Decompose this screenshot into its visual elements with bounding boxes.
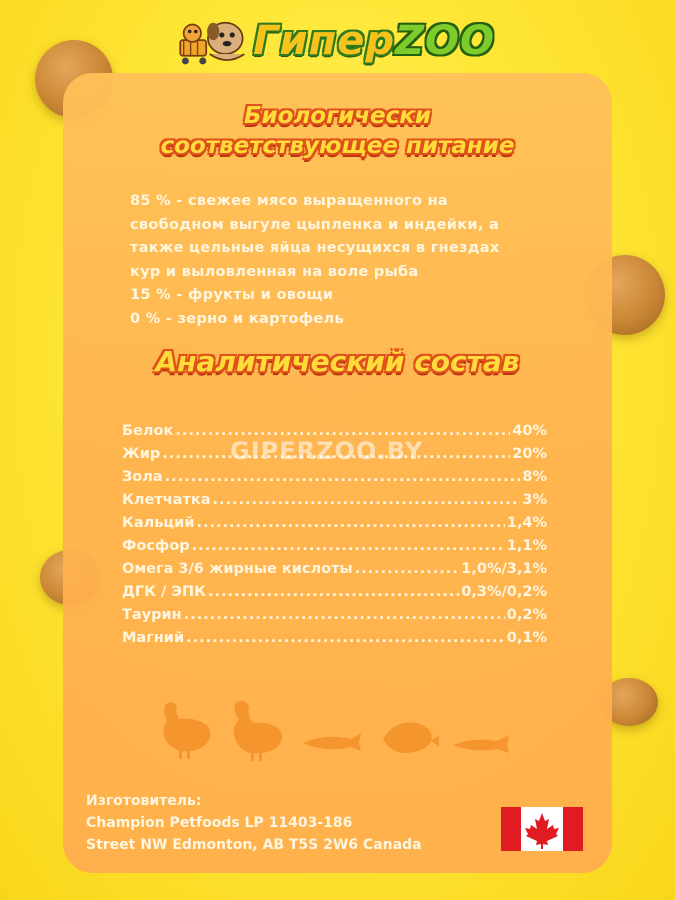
composition-value: 3%	[522, 492, 547, 508]
composition-row	[122, 462, 547, 485]
leader-dots	[208, 584, 459, 600]
leader-dots	[197, 515, 505, 531]
composition-name: Кальций	[122, 515, 195, 531]
composition-name: Жир	[122, 446, 161, 462]
leader-dots	[355, 561, 460, 577]
intro-line: также цельные яйца несущихся в гнездах	[130, 240, 500, 256]
composition-value: 20%	[512, 446, 547, 462]
composition-value: 0,3%/0,2%	[461, 584, 547, 600]
composition-value: 40%	[512, 423, 547, 439]
composition-value: 1,0%/3,1%	[461, 561, 547, 577]
canada-flag-icon	[501, 807, 583, 851]
intro-line: кур и выловленная на воле рыба	[130, 263, 419, 280]
composition-row	[122, 623, 547, 646]
hen-icon	[234, 701, 283, 761]
composition-row	[122, 531, 547, 554]
heading-biological-line1: Биологически	[244, 103, 431, 129]
intro-line: 0 % - зерно и картофель	[130, 310, 344, 327]
intro-line: свободном выгуле цыпленка и индейки, а	[130, 216, 500, 233]
composition-row	[122, 485, 547, 508]
composition-row	[122, 600, 547, 623]
manufacturer-line: Street NW Edmonton, AB T5S 2W6 Canada	[86, 837, 422, 853]
composition-name: Магний	[122, 630, 185, 646]
manufacturer-info	[86, 790, 506, 856]
composition-value: 1,1%	[506, 538, 547, 554]
composition-name: Таурин	[122, 607, 182, 623]
composition-row	[122, 416, 547, 439]
composition-name: Белок	[122, 423, 174, 439]
fish-icon	[453, 735, 509, 753]
composition-name: Клетчатка	[122, 492, 211, 508]
leader-dots	[184, 607, 505, 623]
leader-dots	[212, 492, 520, 508]
composition-value: 1,4%	[506, 515, 547, 531]
intro-line: 15 % - фрукты и овощи	[130, 287, 334, 303]
chicken-icon	[163, 702, 210, 759]
composition-row	[122, 554, 547, 577]
heading-biological-line2: соответствующее питание	[160, 133, 515, 159]
composition-name: Омега 3/6 жирные кислоты	[122, 561, 353, 577]
logo-wordmark	[253, 18, 495, 64]
manufacturer-line: Champion Petfoods LP 11403-186	[86, 815, 353, 831]
logo[interactable]	[175, 10, 495, 72]
leader-dots	[192, 538, 505, 554]
manufacturer-label: Изготовитель:	[86, 793, 202, 809]
composition-name: Зола	[122, 469, 163, 485]
composition-row	[122, 577, 547, 600]
composition-name: ДГК / ЭПК	[122, 584, 207, 600]
leader-dots	[186, 630, 505, 646]
mascot-icon	[175, 10, 253, 72]
watermark: GIPERZOO.BY	[230, 437, 424, 465]
fish-icon	[303, 733, 361, 751]
heading-analytical-composition: Аналитический состав	[155, 345, 520, 378]
intro-text	[130, 190, 560, 331]
logo-part2: ZOO	[394, 18, 495, 64]
composition-value: 0,1%	[506, 630, 547, 646]
composition-name: Фосфор	[122, 538, 190, 554]
composition-row	[122, 508, 547, 531]
logo-part1: Гипер	[253, 18, 395, 64]
composition-value: 8%	[522, 469, 547, 485]
leader-dots	[165, 469, 521, 485]
flounder-icon	[383, 722, 439, 753]
intro-line: 85 % - свежее мясо выращенного на	[130, 193, 448, 209]
composition-value: 0,2%	[506, 607, 547, 623]
animal-icons	[155, 695, 525, 765]
